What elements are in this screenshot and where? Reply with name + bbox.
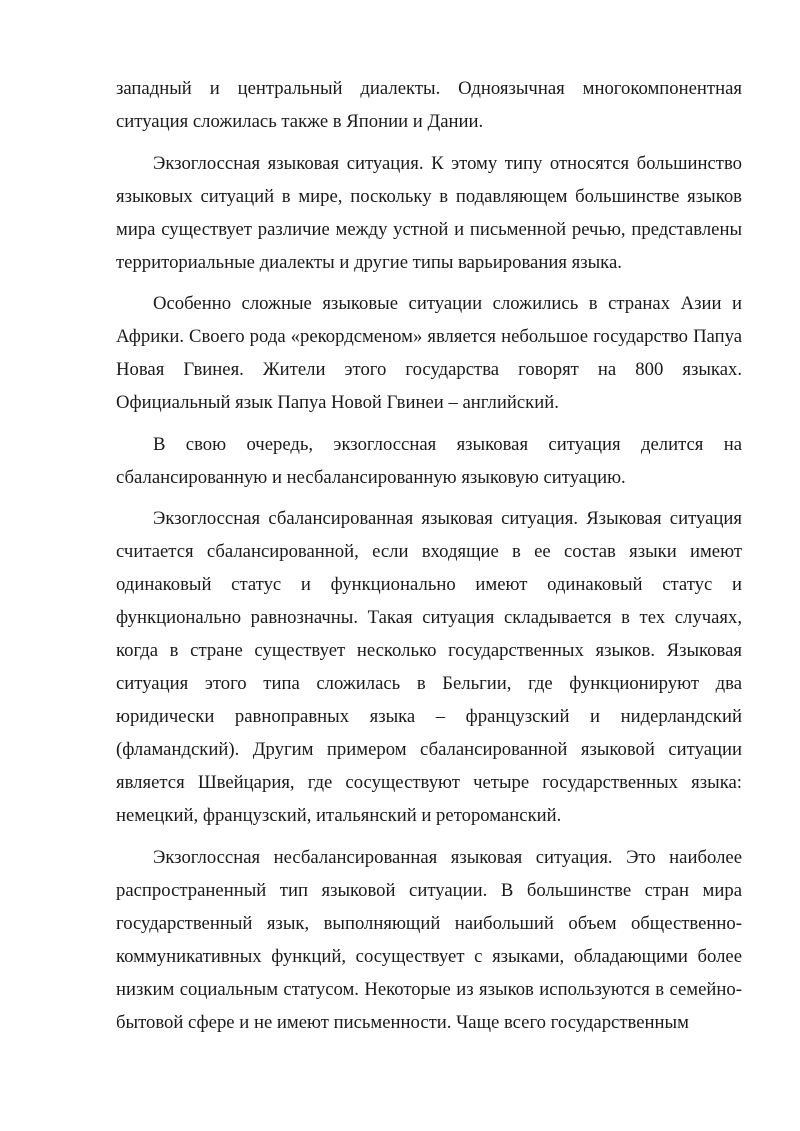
- paragraph-6: Экзоглоссная несбалансированная языковая ситуация. Это наиболее распространенный тип языковой ситуации. В большинстве стран мира государственный язык, выполняющий наибольший объем общественно-коммуникативных функций, сосуществует с языками, обладающими более низким социальным статусом. Некоторые из языков используются в семейно-бытовой сфере и не имеют письменности. Чаще всего государственным: [116, 846, 742, 1033]
- paragraph-3: Особенно сложные языковые ситуации сложились в странах Азии и Африки. Своего рода «рекордсменом» является небольшое государство Папуа Новая Гвинея. Жители этого государства говорят на 800 языках. Официальный язык Папуа Новой Гвинеи – английский.: [116, 293, 742, 413]
- document-body: [116, 72, 742, 1047]
- paragraph-1: западный и центральный диалекты. Одноязычная многокомпонентная ситуация сложилась также в Японии и Дании.: [116, 78, 742, 132]
- paragraph-5: Экзоглоссная сбалансированная языковая ситуация. Языковая ситуация считается сбалансированной, если входящие в ее состав языки имеют одинаковый статус и функционально имеют одинаковый статус и функционально равнозначны. Такая ситуация складывается в тех случаях, когда в стране существует несколько государственных языков. Языковая ситуация этого типа сложилась в Бельгии, где функционируют два юридически равноправных языка – французский и нидерландский (фламандский). Другим примером сбалансированной языковой ситуации является Швейцария, где сосуществуют четыре государственных языка: немецкий, французский, итальянский и ретороманский.: [116, 508, 742, 826]
- paragraph-4: В свою очередь, экзоглоссная языковая ситуация делится на сбалансированную и несбалансированную языковую ситуацию.: [116, 433, 742, 488]
- paragraph-2: Экзоглоссная языковая ситуация. К этому типу относятся большинство языковых ситуаций в мире, поскольку в подавляющем большинстве языков мира существует различие между устной и письменной речью, представлены территориальные диалекты и другие типы варьирования языка.: [116, 152, 742, 273]
